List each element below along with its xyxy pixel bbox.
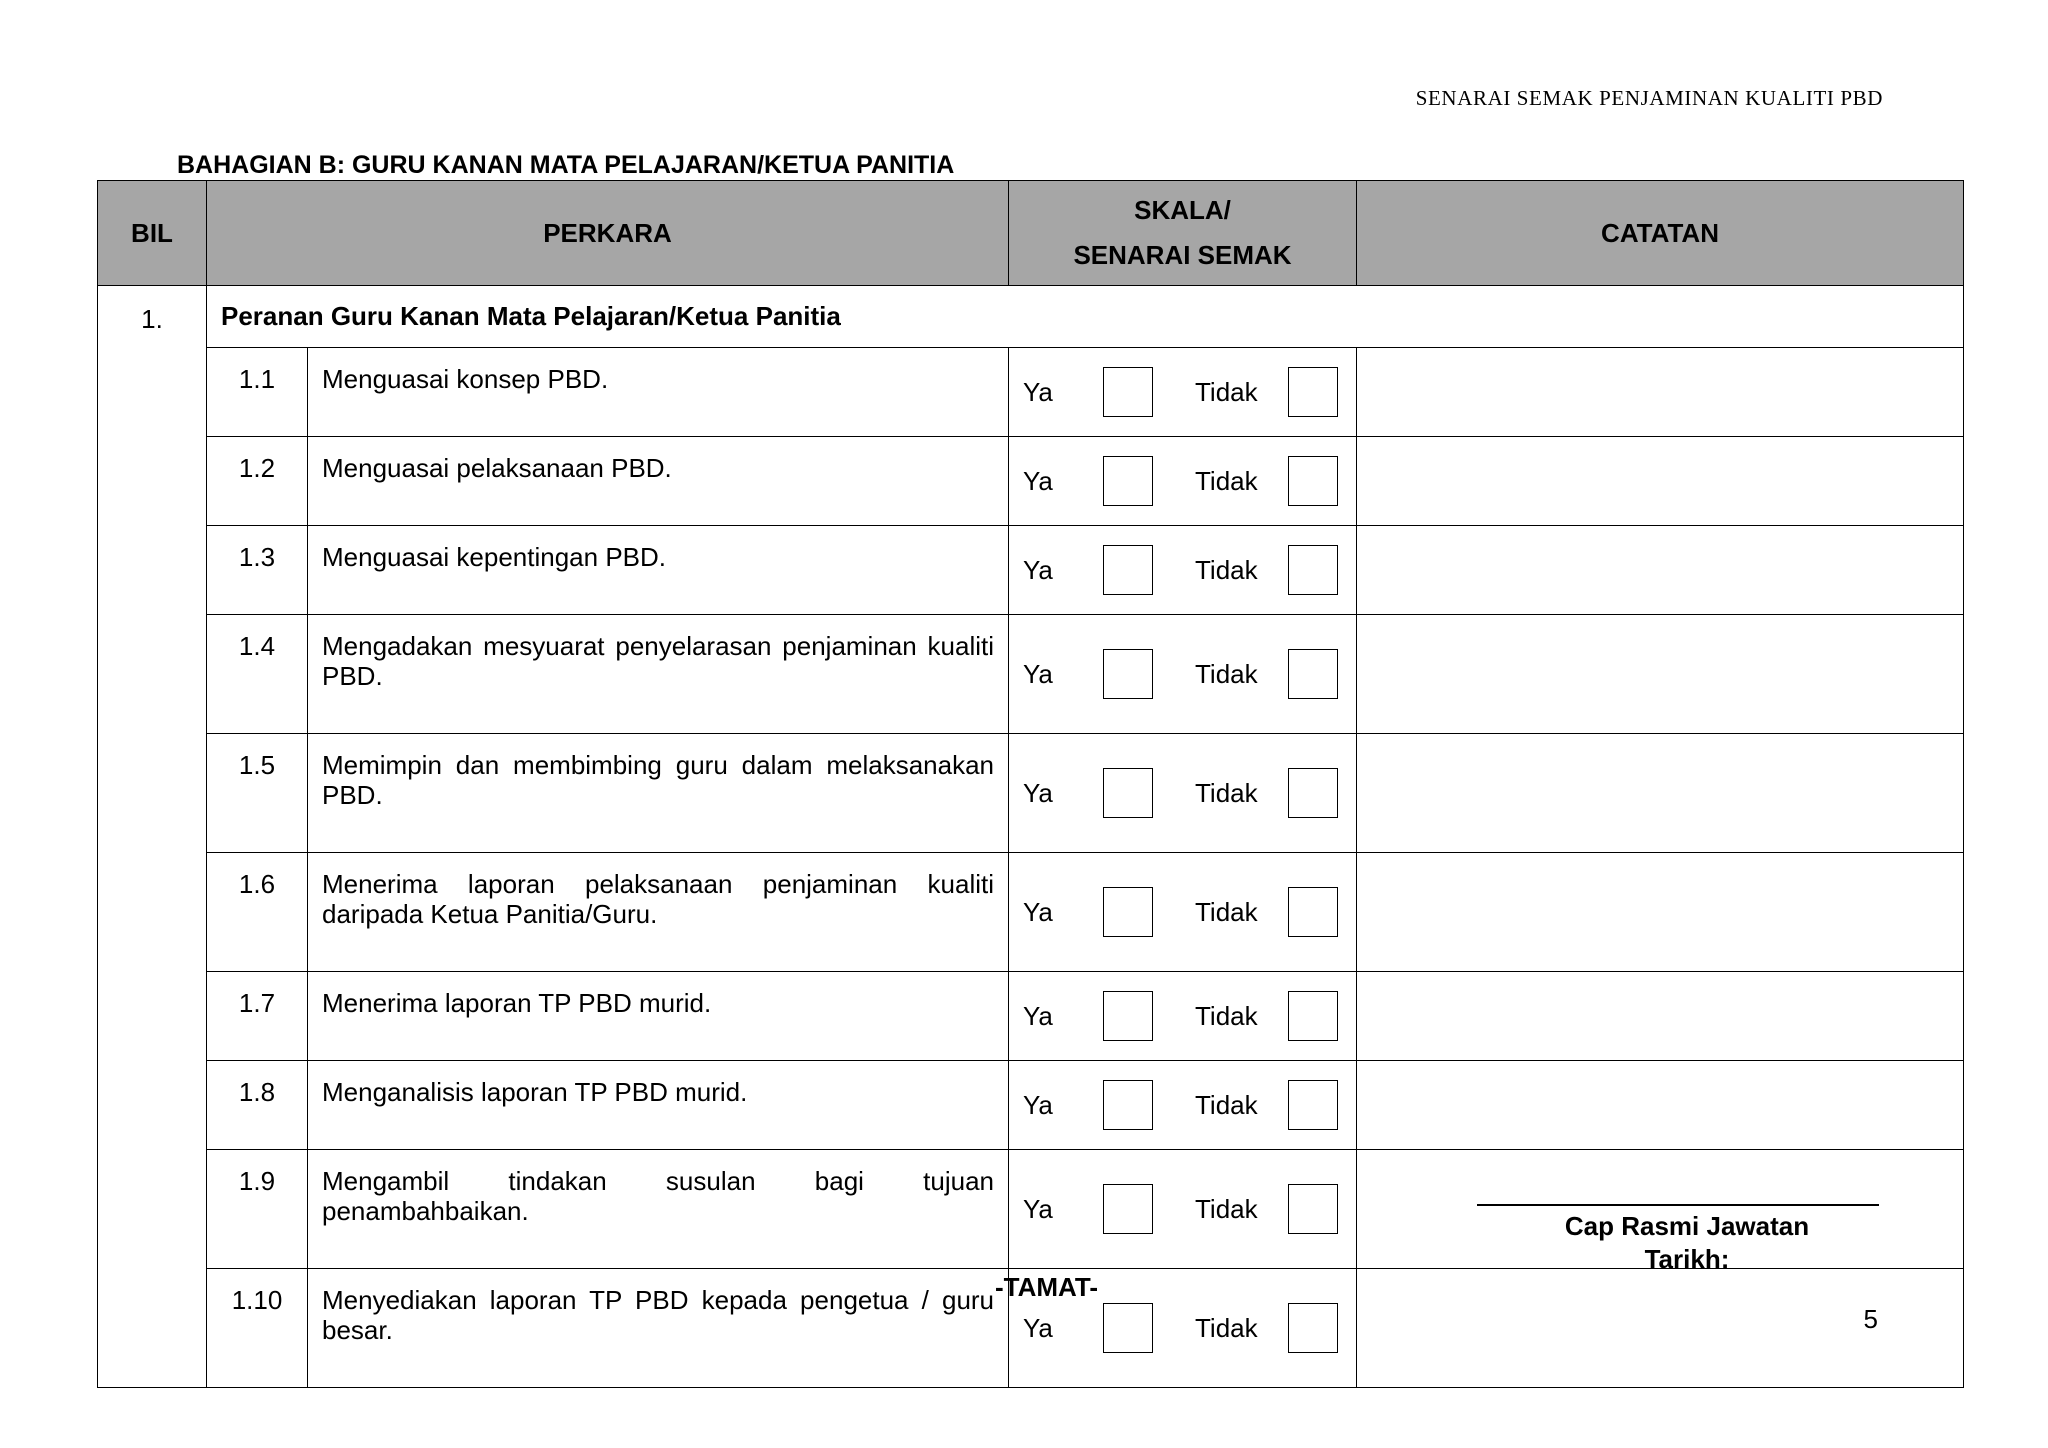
header-skala bbox=[1009, 181, 1357, 286]
scale-cell bbox=[1009, 615, 1357, 734]
section-title: BAHAGIAN B: GURU KANAN MATA PELAJARAN/KETUA PANITIA bbox=[177, 151, 955, 179]
note-cell[interactable] bbox=[1357, 972, 1964, 1061]
yes-label: Ya bbox=[1023, 465, 1053, 496]
yes-checkbox[interactable] bbox=[1103, 1303, 1153, 1353]
no-label: Tidak bbox=[1195, 1000, 1258, 1031]
signature-line bbox=[1477, 1204, 1879, 1206]
end-mark: -TAMAT- bbox=[995, 1272, 1098, 1302]
header-skala-line1: SKALA/ bbox=[1134, 195, 1231, 225]
item-text: Menguasai pelaksanaan PBD. bbox=[308, 437, 1009, 526]
yes-checkbox[interactable] bbox=[1103, 991, 1153, 1041]
item-number: 1.8 bbox=[207, 1061, 308, 1150]
note-cell[interactable] bbox=[1357, 853, 1964, 972]
no-checkbox[interactable] bbox=[1288, 887, 1338, 937]
yes-label: Ya bbox=[1023, 1089, 1053, 1120]
yes-label: Ya bbox=[1023, 777, 1053, 808]
checklist-row bbox=[98, 972, 1964, 1061]
yes-label: Ya bbox=[1023, 376, 1053, 407]
no-checkbox[interactable] bbox=[1288, 1303, 1338, 1353]
page-number: 5 bbox=[1863, 1304, 1878, 1334]
header-skala-line2: SENARAI SEMAK bbox=[1073, 240, 1292, 270]
scale-cell bbox=[1009, 526, 1357, 615]
item-text: Menguasai konsep PBD. bbox=[308, 348, 1009, 437]
no-label: Tidak bbox=[1195, 376, 1258, 407]
signature-label: Cap Rasmi Jawatan bbox=[1564, 1211, 1810, 1241]
scale-cell bbox=[1009, 1150, 1357, 1269]
no-checkbox[interactable] bbox=[1288, 367, 1338, 417]
yes-checkbox[interactable] bbox=[1103, 887, 1153, 937]
yes-label: Ya bbox=[1023, 554, 1053, 585]
note-cell[interactable] bbox=[1357, 526, 1964, 615]
scale-cell bbox=[1009, 734, 1357, 853]
checklist-row bbox=[98, 1061, 1964, 1150]
yes-checkbox[interactable] bbox=[1103, 768, 1153, 818]
yes-label: Ya bbox=[1023, 896, 1053, 927]
section-heading: Peranan Guru Kanan Mata Pelajaran/Ketua Panitia bbox=[207, 286, 1964, 348]
item-text: Menganalisis laporan TP PBD murid. bbox=[308, 1061, 1009, 1150]
item-number: 1.6 bbox=[207, 853, 308, 972]
note-cell[interactable] bbox=[1357, 1061, 1964, 1150]
item-text: Mengambil tindakan susulan bagi tujuan penambahbaikan. bbox=[308, 1150, 1009, 1269]
no-label: Tidak bbox=[1195, 554, 1258, 585]
checklist-row bbox=[98, 348, 1964, 437]
scale-cell bbox=[1009, 1061, 1357, 1150]
item-number: 1.10 bbox=[207, 1269, 308, 1388]
running-header: SENARAI SEMAK PENJAMINAN KUALITI PBD bbox=[1415, 86, 1883, 110]
header-catatan: CATATAN bbox=[1357, 181, 1964, 286]
scale-cell bbox=[1009, 972, 1357, 1061]
item-number: 1.7 bbox=[207, 972, 308, 1061]
item-number: 1.5 bbox=[207, 734, 308, 853]
no-label: Tidak bbox=[1195, 1089, 1258, 1120]
section-number-cell bbox=[98, 286, 207, 1388]
header-perkara: PERKARA bbox=[207, 181, 1009, 286]
yes-checkbox[interactable] bbox=[1103, 1184, 1153, 1234]
no-label: Tidak bbox=[1195, 896, 1258, 927]
note-cell[interactable] bbox=[1357, 437, 1964, 526]
item-number: 1.9 bbox=[207, 1150, 308, 1269]
yes-checkbox[interactable] bbox=[1103, 1080, 1153, 1130]
checklist-row bbox=[98, 437, 1964, 526]
no-checkbox[interactable] bbox=[1288, 456, 1338, 506]
no-label: Tidak bbox=[1195, 658, 1258, 689]
no-label: Tidak bbox=[1195, 777, 1258, 808]
section-number: 1. bbox=[141, 304, 163, 334]
no-label: Tidak bbox=[1195, 1312, 1258, 1343]
item-text: Mengadakan mesyuarat penyelarasan penjaminan kualiti PBD. bbox=[308, 615, 1009, 734]
no-checkbox[interactable] bbox=[1288, 1184, 1338, 1234]
yes-checkbox[interactable] bbox=[1103, 649, 1153, 699]
scale-cell bbox=[1009, 437, 1357, 526]
scale-cell bbox=[1009, 348, 1357, 437]
checklist-row bbox=[98, 526, 1964, 615]
no-checkbox[interactable] bbox=[1288, 768, 1338, 818]
note-cell[interactable] bbox=[1357, 348, 1964, 437]
item-number: 1.3 bbox=[207, 526, 308, 615]
note-cell[interactable] bbox=[1357, 615, 1964, 734]
yes-label: Ya bbox=[1023, 1312, 1053, 1343]
item-text: Menerima laporan pelaksanaan penjaminan kualiti daripada Ketua Panitia/Guru. bbox=[308, 853, 1009, 972]
no-checkbox[interactable] bbox=[1288, 545, 1338, 595]
scale-cell bbox=[1009, 853, 1357, 972]
signature-block bbox=[1477, 1210, 1897, 1276]
yes-label: Ya bbox=[1023, 658, 1053, 689]
no-checkbox[interactable] bbox=[1288, 991, 1338, 1041]
no-label: Tidak bbox=[1195, 465, 1258, 496]
yes-label: Ya bbox=[1023, 1193, 1053, 1224]
header-bil: BIL bbox=[98, 181, 207, 286]
checklist-table bbox=[97, 180, 1964, 1388]
item-number: 1.4 bbox=[207, 615, 308, 734]
item-text: Menguasai kepentingan PBD. bbox=[308, 526, 1009, 615]
yes-checkbox[interactable] bbox=[1103, 367, 1153, 417]
no-checkbox[interactable] bbox=[1288, 649, 1338, 699]
date-label: Tarikh: bbox=[1644, 1244, 1730, 1274]
checklist-row bbox=[98, 734, 1964, 853]
yes-label: Ya bbox=[1023, 1000, 1053, 1031]
section-heading-row bbox=[98, 286, 1964, 348]
checklist-row bbox=[98, 853, 1964, 972]
header-row bbox=[98, 181, 1964, 286]
checklist-row bbox=[98, 615, 1964, 734]
item-number: 1.2 bbox=[207, 437, 308, 526]
yes-checkbox[interactable] bbox=[1103, 545, 1153, 595]
item-number: 1.1 bbox=[207, 348, 308, 437]
no-label: Tidak bbox=[1195, 1193, 1258, 1224]
item-text: Menyediakan laporan TP PBD kepada pengetua / guru besar. bbox=[308, 1269, 1009, 1388]
item-text: Memimpin dan membimbing guru dalam melaksanakan PBD. bbox=[308, 734, 1009, 853]
note-cell[interactable] bbox=[1357, 734, 1964, 853]
no-checkbox[interactable] bbox=[1288, 1080, 1338, 1130]
yes-checkbox[interactable] bbox=[1103, 456, 1153, 506]
item-text: Menerima laporan TP PBD murid. bbox=[308, 972, 1009, 1061]
